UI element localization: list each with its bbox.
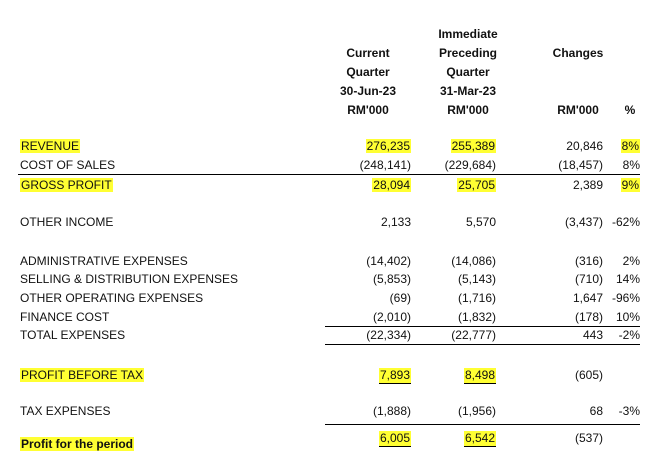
pbt-preceding: 8,498: [464, 368, 495, 382]
selling-pct: 14%: [615, 272, 640, 286]
header-preceding-date: 31-Mar-23: [439, 84, 497, 98]
header-changes-unit: RM'000: [557, 103, 599, 117]
other-op-preceding: (1,716): [457, 291, 496, 305]
label-profit-before-tax: PROFIT BEFORE TAX: [21, 368, 144, 382]
revenue-current: 276,235: [366, 139, 410, 153]
cos-change: (18,457): [558, 158, 603, 172]
label-other-income: OTHER INCOME: [20, 215, 114, 229]
pbt-change: (605): [574, 368, 603, 382]
tax-preceding: (1,956): [457, 404, 496, 418]
label-admin-expenses: ADMINISTRATIVE EXPENSES: [20, 254, 188, 268]
header-current-line1: Current: [346, 46, 390, 60]
total-expenses-rule: [325, 326, 640, 327]
profit-change: (537): [574, 431, 603, 445]
total-pct: -2%: [618, 328, 640, 342]
selling-current: (5,853): [372, 272, 411, 286]
revenue-change: 20,846: [566, 139, 603, 153]
header-preceding-line1: Immediate: [438, 27, 498, 41]
label-profit-for-period: Profit for the period: [21, 437, 133, 451]
gp-preceding: 25,705: [458, 178, 495, 192]
admin-preceding: (14,086): [451, 254, 496, 268]
selling-preceding: (5,143): [457, 272, 496, 286]
header-preceding-unit: RM'000: [447, 103, 489, 117]
label-gross-profit: GROSS PROFIT: [21, 178, 112, 192]
other-op-change: 1,647: [572, 291, 603, 305]
oi-current: 2,133: [380, 215, 411, 229]
admin-current: (14,402): [366, 254, 411, 268]
gp-pct: 9%: [621, 178, 639, 192]
finance-current: (2,010): [372, 310, 411, 324]
oi-preceding: 5,570: [465, 215, 496, 229]
finance-change: (178): [574, 310, 603, 324]
total-expenses-bottom-rule: [325, 344, 640, 345]
selling-change: (710): [574, 272, 603, 286]
label-revenue: REVENUE: [21, 139, 80, 153]
total-change: 443: [582, 328, 603, 342]
tax-pct: -3%: [618, 404, 640, 418]
header-preceding-line3: Quarter: [446, 65, 490, 79]
label-tax-expenses: TAX EXPENSES: [20, 404, 111, 418]
revenue-pct: 8%: [621, 139, 639, 153]
revenue-preceding: 255,389: [451, 139, 495, 153]
total-current: (22,334): [366, 328, 411, 342]
finance-pct: 10%: [615, 310, 640, 324]
admin-change: (316): [574, 254, 603, 268]
label-cost-of-sales: COST OF SALES: [20, 158, 116, 172]
header-current-date: 30-Jun-23: [339, 84, 397, 98]
gross-profit-rule: [18, 174, 640, 175]
cos-pct: 8%: [622, 158, 640, 172]
cos-preceding: (229,684): [444, 158, 496, 172]
total-preceding: (22,777): [451, 328, 496, 342]
label-finance-cost: FINANCE COST: [20, 310, 110, 324]
admin-pct: 2%: [622, 254, 640, 268]
tax-current: (1,888): [372, 404, 411, 418]
gp-current: 28,094: [373, 178, 410, 192]
header-changes: Changes: [552, 46, 604, 60]
label-total-expenses: TOTAL EXPENSES: [20, 328, 126, 342]
header-preceding-line2: Preceding: [438, 46, 498, 60]
other-op-current: (69): [389, 291, 411, 305]
profit-period-rule: [325, 424, 640, 425]
profit-current: 6,005: [379, 431, 410, 445]
profit-preceding: 6,542: [464, 431, 495, 445]
label-selling-expenses: SELLING & DISTRIBUTION EXPENSES: [20, 272, 239, 286]
oi-pct: -62%: [611, 215, 640, 229]
cos-current: (248,141): [359, 158, 411, 172]
header-current-unit: RM'000: [347, 103, 389, 117]
gp-change: 2,389: [572, 178, 603, 192]
label-other-operating: OTHER OPERATING EXPENSES: [20, 291, 204, 305]
header-current-line2: Quarter: [346, 65, 390, 79]
oi-change: (3,437): [564, 215, 603, 229]
pbt-current: 7,893: [379, 368, 410, 382]
header-pct: %: [624, 103, 636, 117]
tax-change: 68: [589, 404, 603, 418]
other-op-pct: -96%: [611, 291, 640, 305]
finance-preceding: (1,832): [457, 310, 496, 324]
